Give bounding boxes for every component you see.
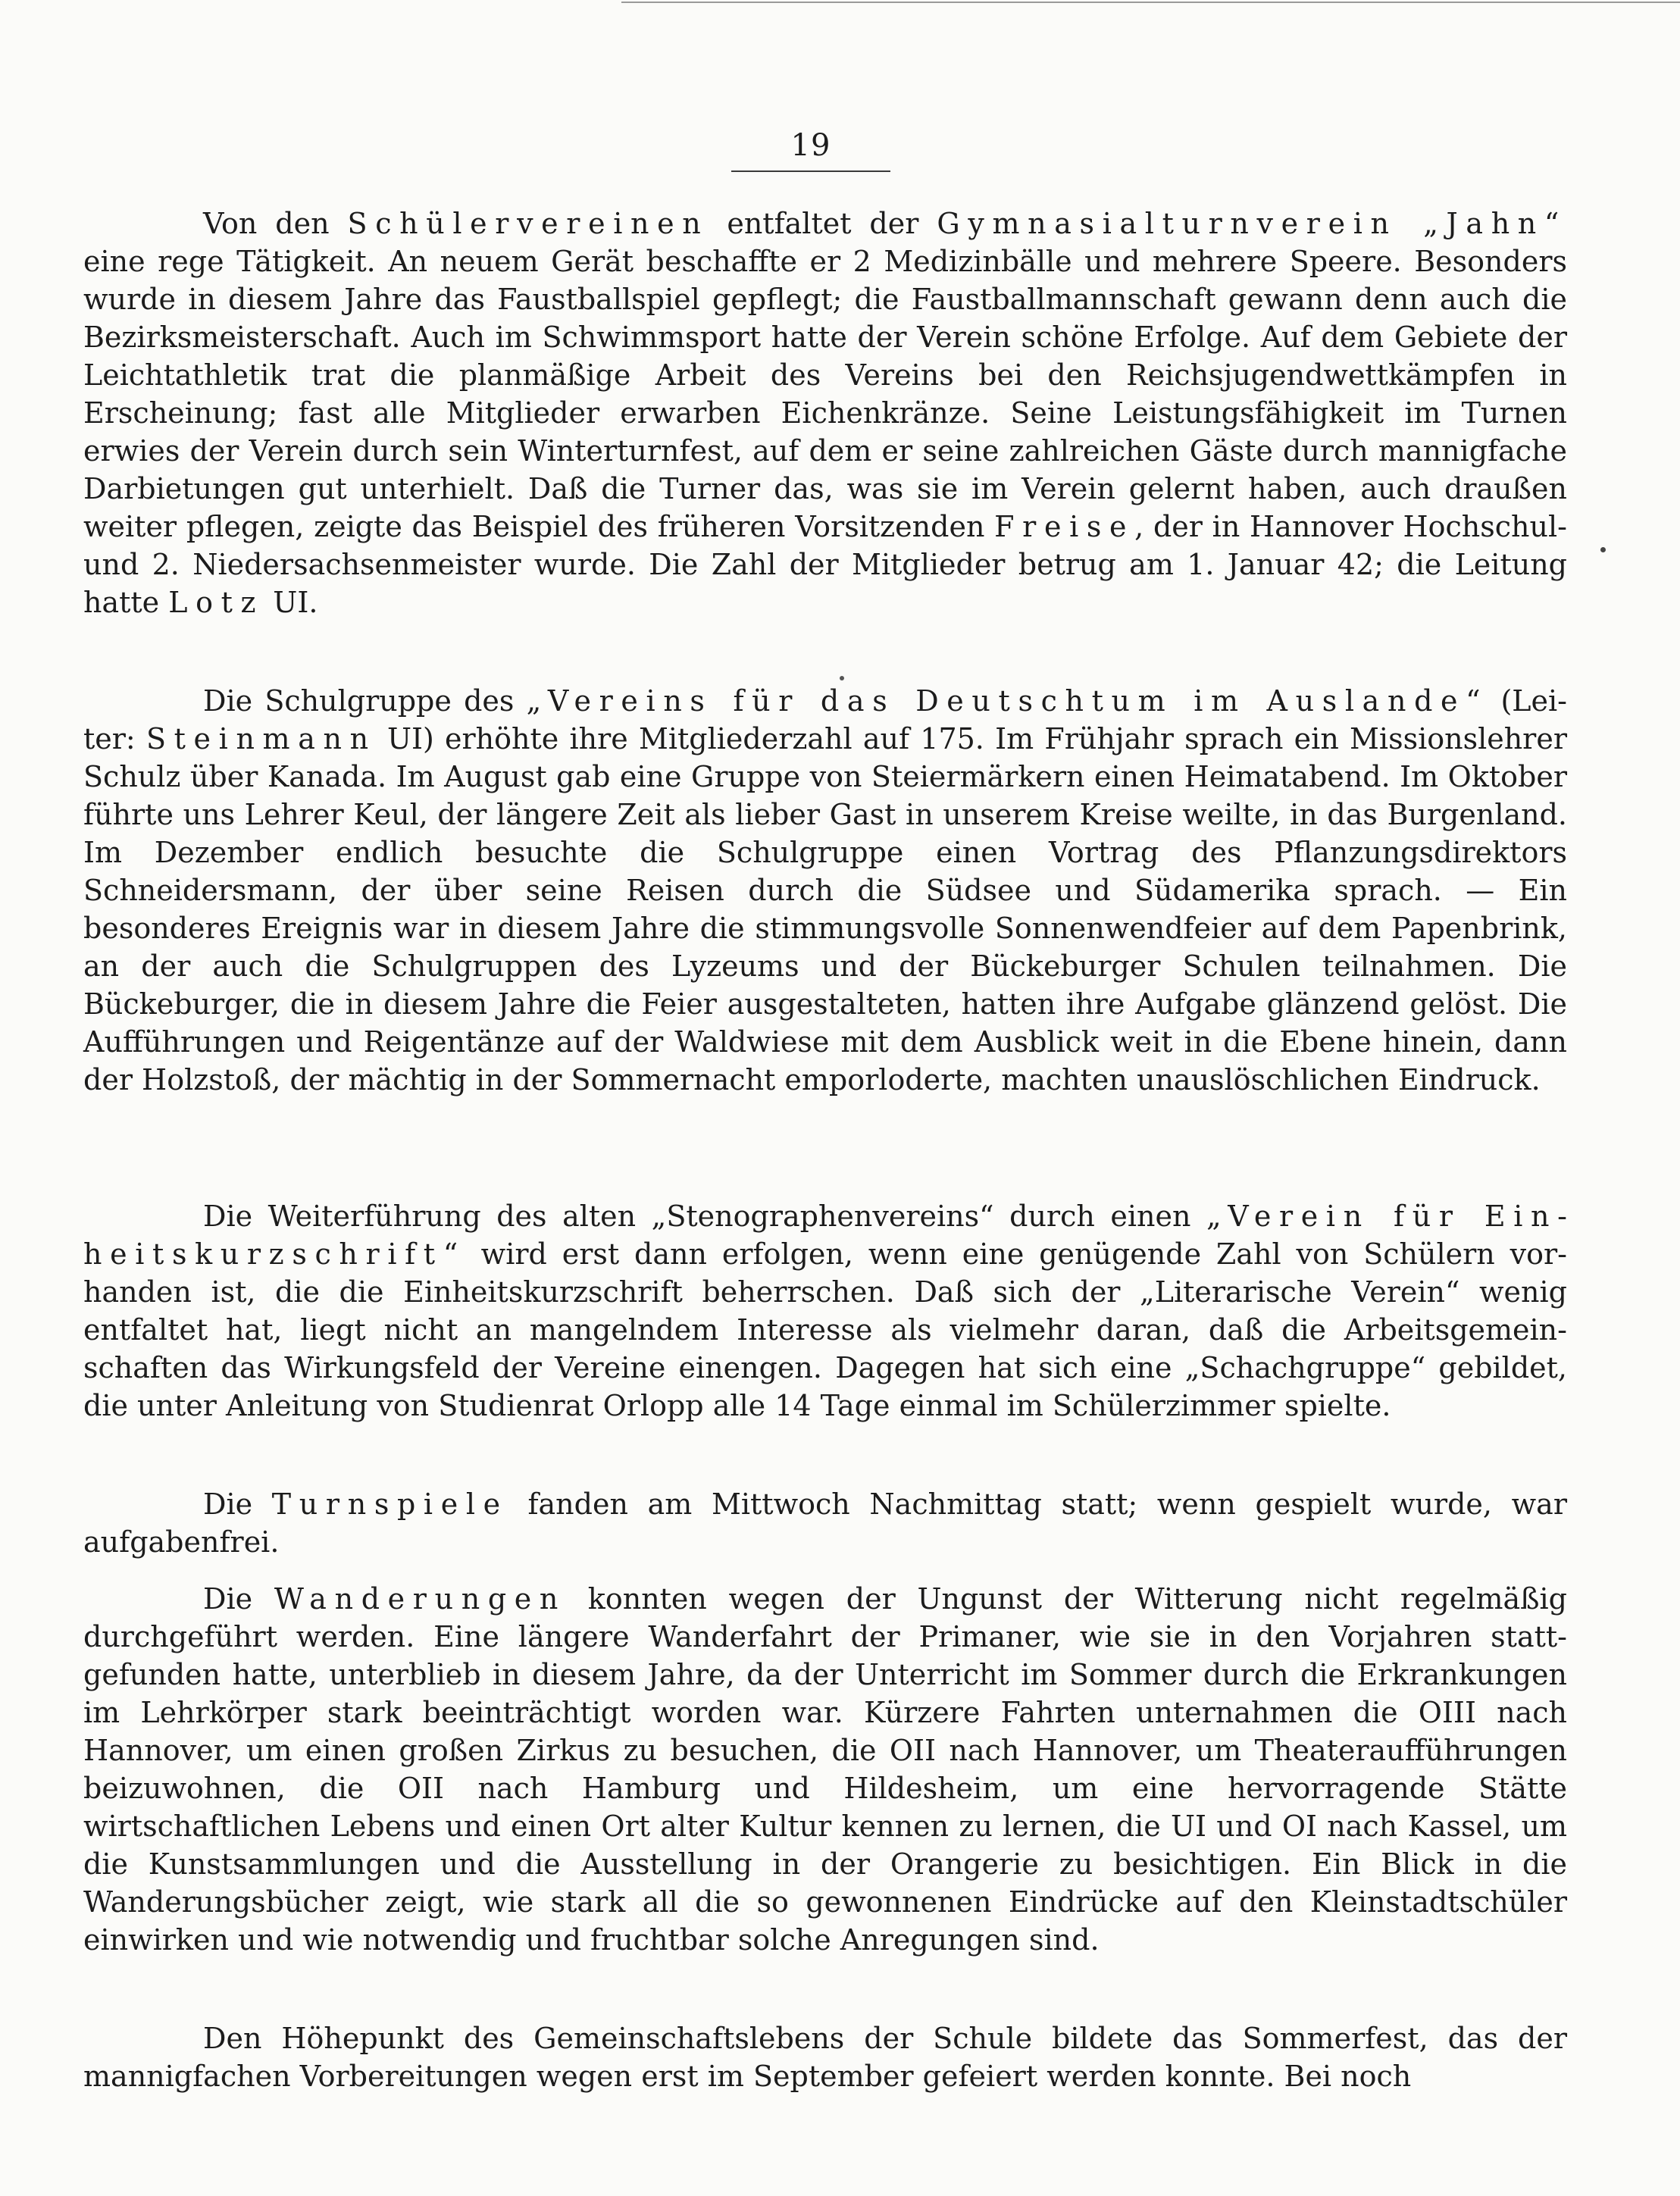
body-text: Die	[203, 1582, 274, 1616]
body-text: , der in Hannover Hochschul- und 2. Niedersachsenmeister wurde. Die Zahl der Mitglieder betrug am 1. Januar 42; die Leitung hatte	[83, 510, 1567, 619]
spaced-emphasis-text: „Vereins für das Deutschtum im Auslande“	[526, 684, 1489, 718]
spaced-emphasis-text: Schülervereinen	[347, 207, 709, 240]
spaced-emphasis-text: „Verein für Einheitskurzschrift“	[83, 1200, 1567, 1271]
paragraph-wanderungen	[83, 1580, 1567, 1959]
page-number: 19	[790, 128, 831, 163]
body-text: konnten wegen der Ungunst der Witterung nicht regelmäßig durchgeführt werden. Eine längere Wanderfahrt der Primaner, wie sie in den Vorjahren stattgefunden hatte, unterblieb in diesem Jahre, da der Unterricht im Sommer durch die Erkrankungen im Lehrkörper stark beeinträchtigt worden war. Kürzere Fahrten unternahmen die OIII nach Hannover, um einen großen Zirkus zu besuchen, die OII nach Hannover, um Theateraufführungen beizuwohnen, die OII nach Hamburg und Hildesheim, um eine hervorragende Stätte wirtschaftlichen Lebens und einen Ort alter Kultur kennen zu lernen, die UI und OI nach Kassel, um die Kunstsammlungen und die Ausstellung in der Orangerie zu besichtigen. Ein Blick in die Wanderungsbücher zeigt, wie stark all die so gewonnenen Eindrücke auf den Kleinstadtschüler einwirken und wie notwendig und fruchtbar solche Anregungen sind.	[83, 1582, 1567, 1957]
paragraph-sommerfest	[83, 2019, 1567, 2095]
body-text: UI.	[264, 586, 318, 619]
body-text: Den Höhepunkt des Gemeinschaftslebens der Schule bildete das Sommerfest, das der mannigfachen Vorbereitungen wegen erst im September gefeiert werden konnte. Bei noch	[83, 2022, 1567, 2093]
top-edge-rule	[621, 2, 1680, 3]
page-number-rule	[731, 170, 890, 172]
spaced-emphasis-text: Steinmann	[145, 722, 377, 755]
body-text: (Leiter:	[83, 684, 1568, 755]
scan-speck	[1600, 547, 1606, 552]
body-text: Die Schulgruppe des	[203, 684, 527, 718]
spaced-emphasis-text: Wanderungen	[274, 1582, 567, 1616]
body-text: wird erst dann erfolgen, wenn eine genügende Zahl von Schülern vorhanden ist, die die Einheitskurzschrift beherrschen. Daß sich der „Literarische Verein“ wenig entfaltet hat, liegt nicht an mangelndem Interesse als vielmehr daran, daß die Arbeitsgemeinschaften das Wirkungsfeld der Vereine einengen. Dagegen hat sich eine „Schachgruppe“ gebildet, die unter Anleitung von Studienrat Orlopp alle 14 Tage einmal im Schülerzimmer spielte.	[83, 1237, 1567, 1422]
body-text: Von den	[203, 207, 348, 240]
spaced-emphasis-text: Freise	[994, 510, 1135, 543]
paragraph-schuelervereine	[83, 205, 1567, 621]
body-text: fanden am Mittwoch Nachmittag statt; wenn gespielt wurde, war aufgabenfrei.	[83, 1487, 1568, 1559]
paragraph-vda-schulgruppe	[83, 682, 1567, 1099]
spaced-emphasis-text: Gymnasialturnverein „Jahn“	[937, 207, 1567, 240]
body-text: eine rege Tätigkeit. An neuem Gerät beschaffte er 2 Medizinbälle und mehrere Speere. Besonders wurde in diesem Jahre das Faustballspiel gepflegt; die Faustballmannschaft gewann denn auch die Bezirksmeisterschaft. Auch im Schwimmsport hatte der Verein schöne Erfolge. Auf dem Gebiete der Leichtathletik trat die planmäßige Arbeit des Vereins bei den Reichsjugendwettkämpfen in Erscheinung; fast alle Mitglieder erwarben Eichenkränze. Seine Leistungsfähigkeit im Turnen erwies der Verein durch sein Winterturnfest, auf dem er seine zahlreichen Gäste durch mannigfache Darbietungen gut unterhielt. Daß die Turner das, was sie im Verein gelernt haben, auch draußen weiter pflegen, zeigte das Beispiel des früheren Vorsitzenden	[83, 245, 1567, 543]
body-text: Die	[203, 1487, 272, 1521]
body-text: Die Weiterführung des alten „Stenographenvereins“ durch einen	[203, 1200, 1207, 1233]
body-text: entfaltet der	[709, 207, 937, 240]
body-text: UI) erhöhte ihre Mitgliederzahl auf 175. Im Frühjahr sprach ein Missionslehrer Schulz über Kanada. Im August gab eine Gruppe von Steiermärkern einen Heimatabend. Im Oktober führte uns Lehrer Keul, der längere Zeit als lieber Gast in unserem Kreise weilte, in das Burgenland. Im Dezember endlich besuchte die Schulgruppe einen Vortrag des Pflanzungsdirektors Schneidersmann, der über seine Reisen durch die Südsee und Südamerika sprach. — Ein besonderes Ereignis war in diesem Jahre die stimmungsvolle Sonnenwendfeier auf dem Papenbrink, an der auch die Schulgruppen des Lyzeums und der Bückeburger Schulen teilnahmen. Die Bückeburger, die in diesem Jahre die Feier ausgestalteten, hatten ihre Aufgabe glänzend gelöst. Die Aufführungen und Reigentänze auf der Waldwiese mit dem Ausblick weit in die Ebene hinein, dann der Holzstoß, der mächtig in der Sommernacht emporloderte, machten unauslöschlichen Eindruck.	[83, 722, 1568, 1096]
spaced-emphasis-text: Turnspiele	[271, 1487, 508, 1521]
paragraph-turnspiele	[83, 1485, 1567, 1561]
spaced-emphasis-text: Lotz	[168, 586, 264, 619]
paragraph-kurzschrift	[83, 1197, 1567, 1425]
scan-speck	[840, 676, 844, 680]
